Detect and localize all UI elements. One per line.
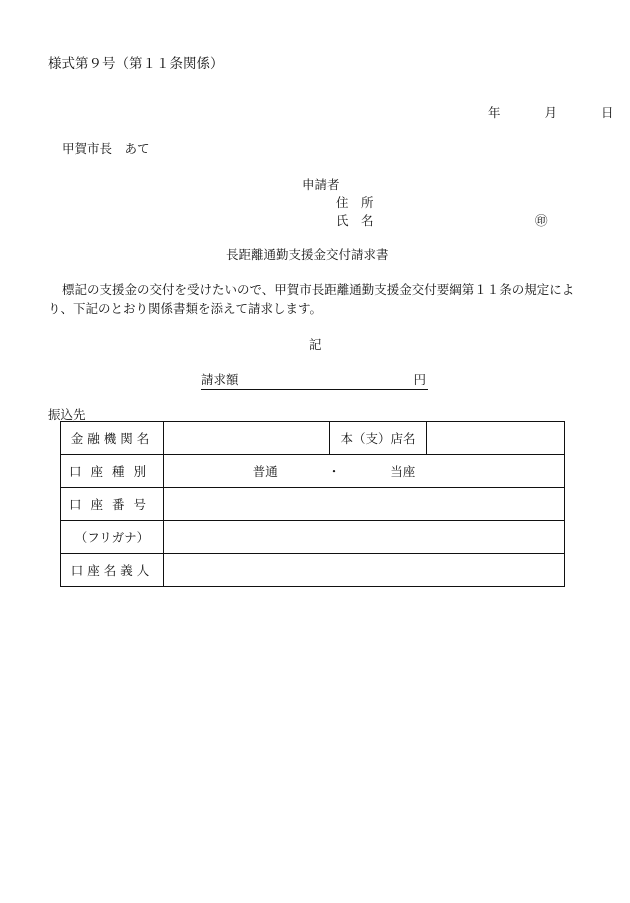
addressee: 甲賀市長 あて [62,141,150,156]
form-number: 様式第９号（第１１条関係） [48,56,224,72]
document-title: 長距離通勤支援金交付請求書 [226,247,389,262]
applicant-heading: 申請者 [302,177,340,192]
furigana-label: （フリガナ） [61,521,164,554]
date-month: 月 [544,105,558,120]
account-type-label: 口座種別 [61,455,164,488]
institution-label: 金融機関名 [61,422,164,455]
table-row [61,455,565,488]
seal-mark: ㊞ [535,213,548,228]
account-type-options[interactable]: 普通 ・ 当座 [164,455,565,488]
ki-heading: 記 [309,337,322,352]
date-day: 日 [601,105,614,120]
date-line [488,103,614,121]
table-row [61,554,565,587]
body-text: 標記の支援金の交付を受けたいので、甲賀市長距離通勤支援金交付要綱第１１条の規定により、下記のとおり関係書類を添えて請求します。 [48,282,575,316]
holder-field[interactable] [164,554,565,587]
claim-amount-label: 請求額 [201,372,239,387]
transfer-heading: 振込先 [48,407,86,422]
account-number-label: 口座番号 [61,488,164,521]
table-row [61,488,565,521]
furigana-field[interactable] [164,521,565,554]
date-year: 年 [488,105,501,120]
branch-field[interactable] [427,422,565,455]
institution-field[interactable] [164,422,330,455]
applicant-name-label: 氏 名 [336,213,374,228]
bank-table [60,421,565,587]
table-row [61,521,565,554]
account-number-field[interactable] [164,488,565,521]
branch-label: 本（支）店名 [330,422,427,455]
claim-amount-line [201,370,428,390]
table-row [61,422,565,455]
applicant-address-label: 住 所 [336,195,374,210]
holder-label: 口座名義人 [61,554,164,587]
yen-unit: 円 [413,372,426,387]
